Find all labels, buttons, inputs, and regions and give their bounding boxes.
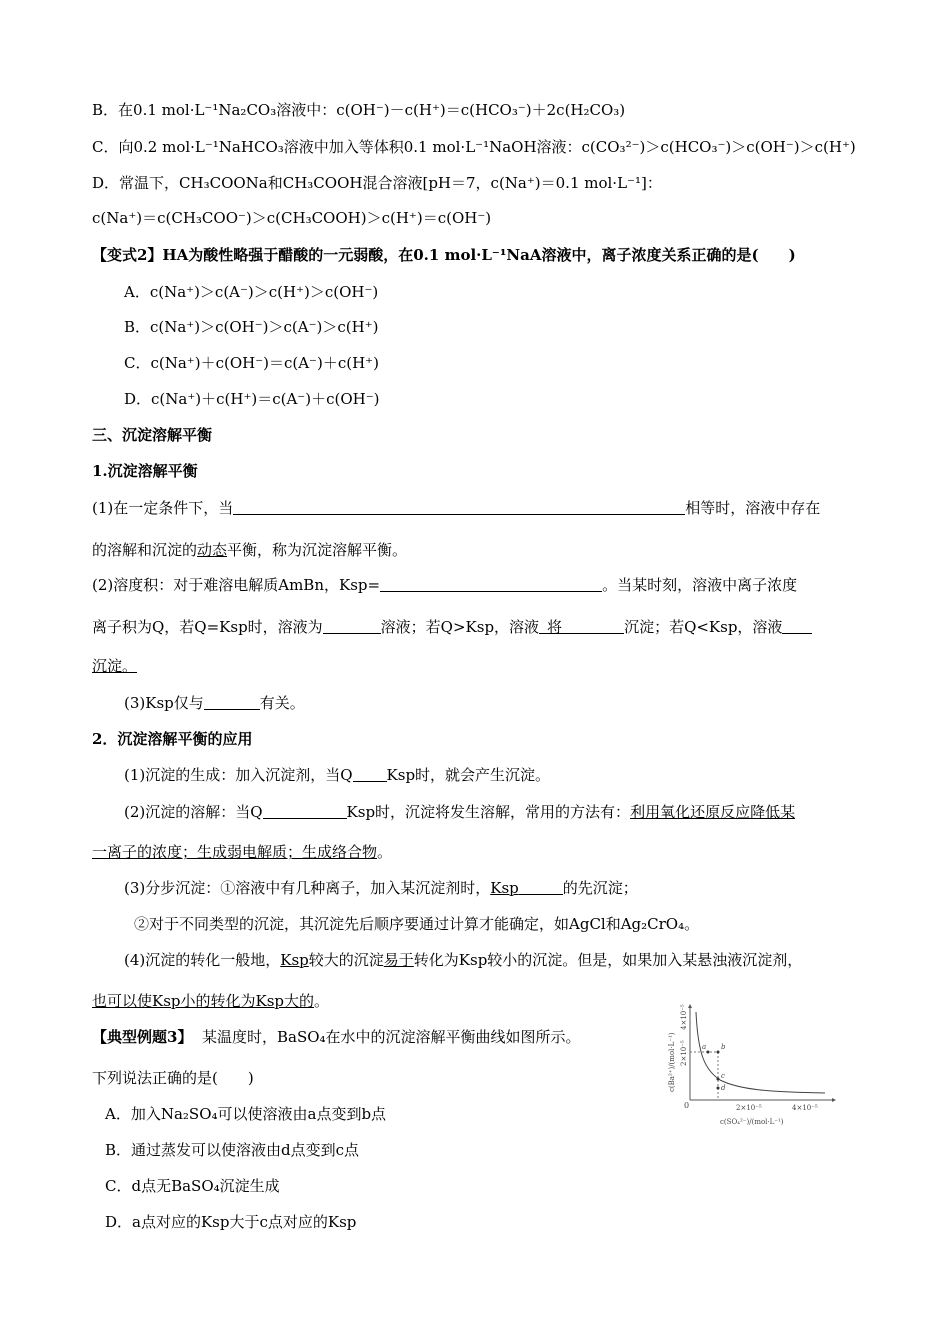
x-tick-label: 0 (684, 1101, 690, 1110)
para-1-line2 (92, 540, 407, 560)
fill-blank (263, 802, 347, 819)
example-3-option-a: A．加入Na₂SO₄可以使溶液由a点变到b点 (105, 1105, 387, 1123)
fill-blank (323, 617, 381, 634)
fill-blank (539, 617, 547, 634)
application-1-text-a: (1)沉淀的生成：加入沉淀剂，当Q (124, 766, 353, 784)
application-2-text-b: Ksp时，沉淀将发生溶解，常用的方法有： (346, 803, 631, 821)
point-a (707, 1051, 710, 1054)
application-4-line2 (92, 991, 329, 1011)
para-2-text-b: 。当某时刻，溶液中离子浓度 (602, 576, 798, 594)
para-1-text-d: 平衡，称为沉淀溶解平衡。 (227, 541, 408, 559)
option-d-line1: D．常温下，CH₃COONa和CH₃COOH混合溶液[pH＝7，c(Na⁺)＝0.1 mol·L⁻¹]： (92, 174, 662, 192)
y-axis-arrow (688, 1004, 692, 1008)
point-d (717, 1087, 720, 1090)
option-d-line2: c(Na⁺)＝c(CH₃COO⁻)＞c(CH₃COOH)＞c(H⁺)＝c(OH⁻) (92, 209, 492, 227)
fill-blank (233, 498, 685, 515)
point-c (717, 1078, 720, 1081)
fill-blank (353, 765, 387, 782)
underlined-term: 将 (547, 618, 563, 636)
variation-2-option-b: B．c(Na⁺)＞c(OH⁻)＞c(A⁻)＞c(H⁺) (124, 318, 379, 336)
fill-blank (204, 693, 260, 710)
application-4-text-e: 转化为Ksp较小的沉淀。但是，如果加入某悬浊液沉淀剂， (413, 951, 803, 969)
point-label: a (702, 1043, 707, 1051)
application-1-text-b: Ksp时，就会产生沉淀。 (386, 766, 551, 784)
para-3-text-b: 有关。 (259, 694, 305, 712)
point-label: d (721, 1084, 726, 1092)
section-3-heading: 三、沉淀溶解平衡 (92, 426, 213, 444)
point-label: c (721, 1072, 725, 1080)
example-3-question: 下列说法正确的是( ) (92, 1069, 254, 1087)
fill-blank (562, 617, 624, 634)
y-tick-label: 4×10⁻⁵ (680, 1004, 688, 1030)
fill-blank (519, 878, 563, 895)
y-axis-label: c(Ba²⁺)/(mol·L⁻¹) (668, 1032, 676, 1092)
para-2-line3 (92, 656, 137, 676)
para-2-text-f: 沉淀。 (92, 657, 138, 675)
variation-2-option-a: A．c(Na⁺)＞c(A⁻)＞c(H⁺)＞c(OH⁻) (124, 283, 379, 301)
para-2-text-d: 溶液；若Q>Ksp，溶液 (380, 618, 540, 636)
option-c-line: C．向0.2 mol·L⁻¹NaHCO₃溶液中加入等体积0.1 mol·L⁻¹NaOH溶液：c(CO₃²⁻)＞c(HCO₃⁻)＞c(OH⁻)＞c(H⁺) (92, 138, 856, 156)
application-1-line (124, 765, 550, 785)
ksp-term: Ksp (490, 879, 519, 897)
example-3-option-d: D．a点对应的Ksp大于c点对应的Ksp (105, 1213, 357, 1231)
para-2-text-a: (2)溶度积：对于难溶电解质AmBn，Ksp= (92, 576, 381, 594)
application-2-methods: 一离子的浓度；生成弱电解质；生成络合物 (92, 843, 378, 861)
application-2-line1 (124, 802, 795, 822)
application-2-line2 (92, 842, 392, 862)
application-2-method: 利用氧化还原反应降低某 (630, 803, 796, 821)
para-2-line2 (92, 617, 812, 637)
fill-blank (380, 575, 602, 592)
application-4-text-c: 较大的沉淀 (308, 951, 384, 969)
example-3-statement: 某温度时，BaSO₄在水中的沉淀溶解平衡曲线如图所示。 (202, 1028, 581, 1046)
application-2-text-a: (2)沉淀的溶解：当Q (124, 803, 263, 821)
y-tick-label: 2×10⁻⁵ (680, 1040, 688, 1066)
para-2-text-c: 离子积为Q，若Q=Ksp时，溶液为 (92, 618, 323, 636)
application-3-text-c: 的先沉淀； (562, 879, 638, 897)
para-1-text-c: 的溶解和沉淀的 (92, 541, 198, 559)
application-3-line1 (124, 878, 638, 898)
application-4-period: 。 (314, 992, 330, 1010)
example-3-option-c: C．d点无BaSO₄沉淀生成 (105, 1177, 280, 1195)
point-label: b (721, 1043, 726, 1051)
application-4-text-a: (4)沉淀的转化一般地， (124, 951, 281, 969)
para-1-text-a: (1)在一定条件下，当 (92, 499, 234, 517)
example-3-label: 【典型例题3】 (92, 1028, 193, 1046)
para-1-line1 (92, 498, 820, 518)
para-2-text-e: 沉淀；若Q<Ksp，溶液 (624, 618, 783, 636)
example-3-heading-line (92, 1027, 581, 1047)
point-b (717, 1051, 720, 1054)
option-b-line: B．在0.1 mol·L⁻¹Na₂CO₃溶液中：c(OH⁻)－c(H⁺)＝c(HCO₃⁻)＋2c(H₂CO₃) (92, 101, 626, 119)
variation-2-option-c: C．c(Na⁺)＋c(OH⁻)＝c(A⁻)＋c(H⁺) (124, 354, 379, 372)
subsection-2-heading: 2．沉淀溶解平衡的应用 (92, 730, 253, 748)
para-3-text-a: (3)Ksp仅与 (124, 694, 204, 712)
para-2-line1 (92, 575, 797, 595)
ksp-term: Ksp (280, 951, 309, 969)
subsection-1-heading: 1.沉淀溶解平衡 (92, 462, 198, 480)
x-tick-label: 2×10⁻⁵ (736, 1104, 762, 1112)
underlined-term: 易于 (383, 951, 414, 969)
application-4-text-f: 也可以使Ksp小的转化为Ksp大的 (92, 992, 315, 1010)
x-axis-arrow (832, 1098, 836, 1102)
baso4-equilibrium-figure (660, 1000, 840, 1130)
para-3-line (124, 693, 305, 713)
para-1-text-b: 相等时，溶液中存在 (685, 499, 821, 517)
application-2-period: 。 (377, 843, 393, 861)
application-3-line2: ②对于不同类型的沉淀，其沉淀先后顺序要通过计算才能确定，如AgCl和Ag₂CrO₄。 (134, 915, 700, 933)
variation-2-question: 【变式2】HA为酸性略强于醋酸的一元弱酸，在0.1 mol·L⁻¹NaA溶液中，离子浓度关系正确的是( ) (92, 246, 796, 264)
application-4-line1 (124, 950, 802, 970)
application-3-text-a: (3)分步沉淀：①溶液中有几种离子，加入某沉淀剂时， (124, 879, 491, 897)
x-tick-label: 4×10⁻⁵ (792, 1104, 818, 1112)
x-axis-label: c(SO₄²⁻)/(mol·L⁻¹) (720, 1118, 784, 1126)
underlined-term: 动态 (197, 541, 228, 559)
fill-blank (782, 617, 812, 634)
example-3-option-b: B．通过蒸发可以使溶液由d点变到c点 (105, 1141, 360, 1159)
variation-2-option-d: D．c(Na⁺)＋c(H⁺)＝c(A⁻)＋c(OH⁻) (124, 390, 380, 408)
